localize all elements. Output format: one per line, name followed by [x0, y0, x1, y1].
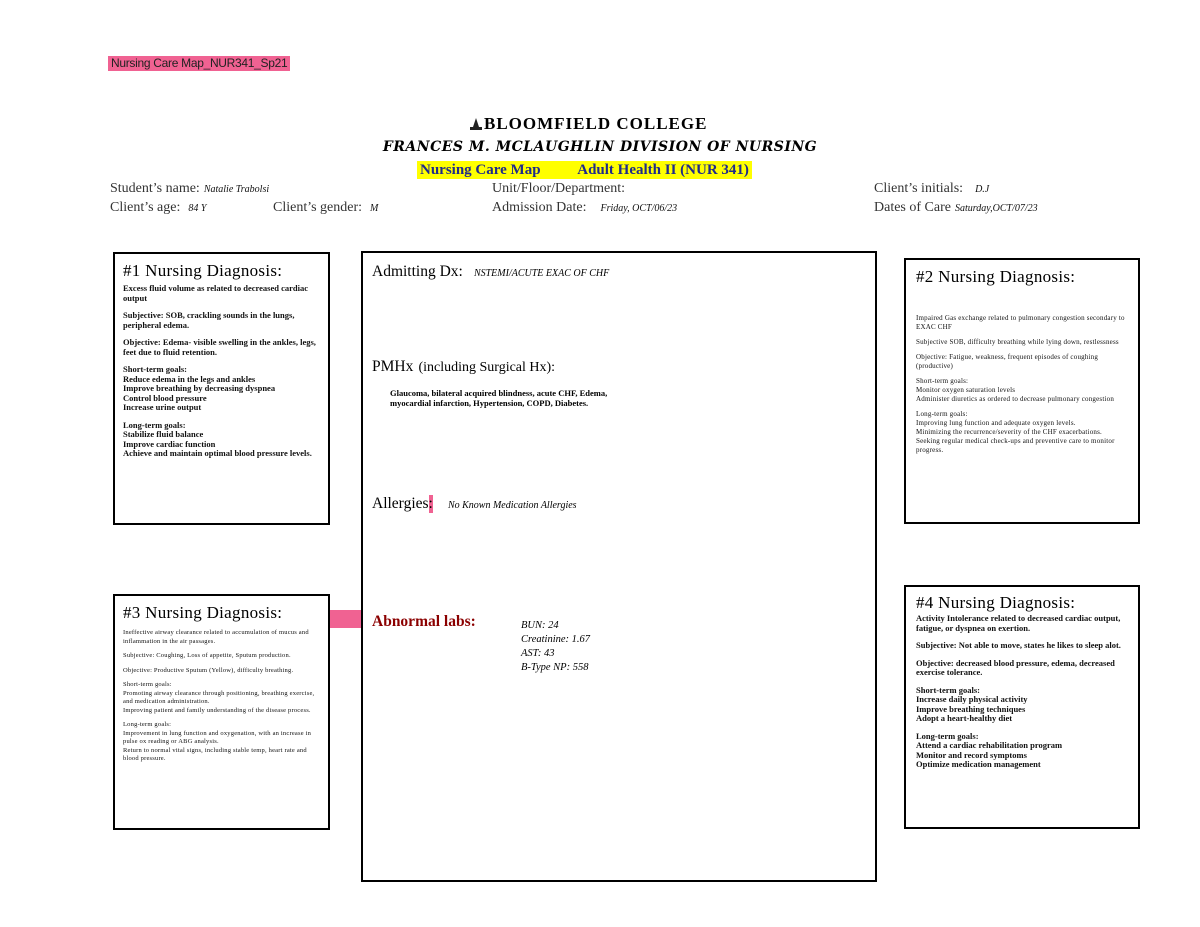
client-gender-label: Client’s gender:: [273, 200, 363, 215]
map-title: Nursing Care Map: [420, 162, 541, 178]
nursing-diagnosis-1-box: [113, 252, 330, 525]
client-age-value: 84 Y: [188, 203, 207, 214]
dates-of-care-field: [874, 200, 1038, 216]
admitting-dx-label: Admitting Dx: [372, 263, 459, 280]
dx2-paragraph: Long-term goals: Improving lung function and adequate oxygen levels. Minimizing the recurrence/severity of the CHF exacerbations. Seeking regular medical check-ups and preventive care to monitor progress.: [916, 410, 1115, 454]
allergies-label: Allergies: [372, 495, 429, 512]
nursing-diagnosis-1-body: [123, 284, 320, 459]
lab-value: BUN: 24: [521, 620, 559, 631]
allergies-value: No Known Medication Allergies: [447, 500, 577, 511]
client-initials-field: [874, 181, 989, 197]
division-title: FRANCES M. MCLAUGHLIN DIVISION OF NURSING: [382, 139, 818, 155]
admission-date-value: Friday, OCT/06/23: [600, 203, 678, 214]
lab-value: AST: 43: [521, 648, 555, 659]
nursing-diagnosis-4-box: [904, 585, 1140, 829]
admitting-dx-colon: :: [458, 263, 463, 280]
dx4-paragraph: Subjective: Not able to move, states he likes to sleep alot.: [916, 640, 1121, 650]
nursing-diagnosis-3-body: [123, 629, 320, 764]
dx3-paragraph: Long-term goals: Improvement in lung function and oxygenation, with an increase in pulse ox reading or ABG analysis. Return to normal vital signs, including stable temp, heart rate and blood pressure.: [123, 721, 312, 762]
student-name-label: Student’s name:: [110, 181, 200, 196]
dx2-paragraph: Subjective SOB, difficulty breathing while lying down, restlessness: [916, 338, 1119, 346]
client-initials-label: Client’s initials:: [874, 181, 964, 196]
course-title: Adult Health II (NUR 341): [577, 162, 749, 178]
student-name-value: Natalie Trabolsi: [203, 184, 270, 195]
dx4-paragraph: Activity Intolerance related to decreased cardiac output, fatigue, or dyspnea on exertion.: [916, 613, 1121, 633]
college-logo-icon: [470, 115, 482, 127]
abnormal-labs-colon: :: [470, 613, 476, 630]
dx3-paragraph: Objective: Productive Sputum (Yellow), difficulty breathing.: [123, 666, 294, 674]
abnormal-labs-row: [372, 611, 476, 631]
nursing-diagnosis-2-body: [916, 314, 1128, 455]
admitting-dx-row: [372, 261, 609, 281]
dx2-paragraph: Impaired Gas exchange related to pulmonary congestion secondary to EXAC CHF: [916, 314, 1125, 331]
client-age-field: [110, 200, 206, 216]
nursing-diagnosis-3-title: #3 Nursing Diagnosis:: [123, 603, 283, 622]
nursing-diagnosis-2-box: [904, 258, 1140, 524]
center-summary-box: [361, 251, 877, 882]
lab-value: B-Type NP: 558: [521, 662, 589, 673]
pmhx-row: [372, 356, 555, 376]
student-name-field: [110, 181, 269, 197]
map-title-bar: [417, 161, 752, 179]
admission-date-label: Admission Date:: [492, 200, 587, 215]
nursing-diagnosis-4-body: [916, 614, 1128, 770]
lab-value: Creatinine: 1.67: [521, 634, 591, 645]
admission-date-field: [492, 200, 677, 216]
allergies-row: [372, 493, 577, 513]
admitting-dx-value: NSTEMI/ACUTE EXAC OF CHF: [473, 268, 610, 279]
college-name-text: BLOOMFIELD COLLEGE: [484, 114, 708, 133]
allergies-colon: :: [428, 495, 433, 512]
dx4-paragraph: Objective: decreased blood pressure, edema, decreased exercise tolerance.: [916, 657, 1115, 677]
unit-label: Unit/Floor/Department:: [492, 181, 625, 196]
client-gender-field: [273, 200, 378, 216]
abnormal-labs-list: [521, 619, 590, 675]
nursing-diagnosis-2-title: #2 Nursing Diagnosis:: [916, 267, 1076, 286]
nursing-diagnosis-3-box: [113, 594, 330, 830]
dates-of-care-value: Saturday,OCT/07/23: [954, 203, 1038, 214]
document-tag: Nursing Care Map_NUR341_Sp21: [108, 56, 290, 71]
dx3-paragraph: Ineffective airway clearance related to accumulation of mucus and inflammation in the air passages.: [123, 629, 309, 645]
college-name: [470, 114, 707, 134]
dx4-paragraph: Long-term goals: Attend a cardiac rehabilitation program Monitor and record symptoms Optimize medication management: [916, 730, 1063, 769]
dx1-paragraph: Long-term goals: Stabilize fluid balance Improve cardiac function Achieve and maintain optimal blood pressure levels.: [123, 419, 312, 458]
pmhx-sublabel: (including Surgical Hx):: [418, 360, 556, 375]
dx1-paragraph: Subjective: SOB, crackling sounds in the lungs, peripheral edema.: [123, 310, 295, 330]
dx1-paragraph: Objective: Edema- visible swelling in the ankles, legs, feet due to fluid retention.: [123, 337, 316, 357]
client-initials-value: D.J: [975, 184, 990, 195]
dx3-paragraph: Short-term goals: Promoting airway clearance through positioning, breathing exercise, and medication administration. Improving patient and family understanding of the disease process.: [123, 681, 315, 714]
dx2-paragraph: Objective: Fatigue, weakness, frequent episodes of coughing (productive): [916, 353, 1099, 370]
dx1-paragraph: Excess fluid volume as related to decreased cardiac output: [123, 283, 309, 303]
pmhx-label: PMHx: [372, 358, 414, 375]
unit-field: [492, 181, 625, 197]
client-age-label: Client’s age:: [110, 200, 181, 215]
nursing-diagnosis-1-title: #1 Nursing Diagnosis:: [123, 261, 283, 280]
dx3-paragraph: Subjective: Coughing, Loss of appetite, Sputum production.: [123, 652, 291, 659]
dx4-paragraph: Short-term goals: Increase daily physical activity Improve breathing techniques Adopt a heart-healthy diet: [916, 684, 1028, 723]
client-gender-value: M: [370, 203, 379, 214]
pmhx-value: Glaucoma, bilateral acquired blindness, acute CHF, Edema, myocardial infarction, Hypertension, COPD, Diabetes.: [390, 388, 608, 408]
dates-of-care-label: Dates of Care: [874, 200, 951, 215]
nursing-diagnosis-4-title: #4 Nursing Diagnosis:: [916, 593, 1076, 612]
abnormal-labs-label: Abnormal labs: [372, 613, 471, 630]
dx2-paragraph: Short-term goals: Monitor oxygen saturation levels Administer diuretics as ordered to decrease pulmonary congestion: [916, 377, 1115, 403]
dx1-paragraph: Short-term goals: Reduce edema in the legs and ankles Improve breathing by decreasing dyspnea Control blood pressure Increase urine output: [123, 364, 276, 412]
